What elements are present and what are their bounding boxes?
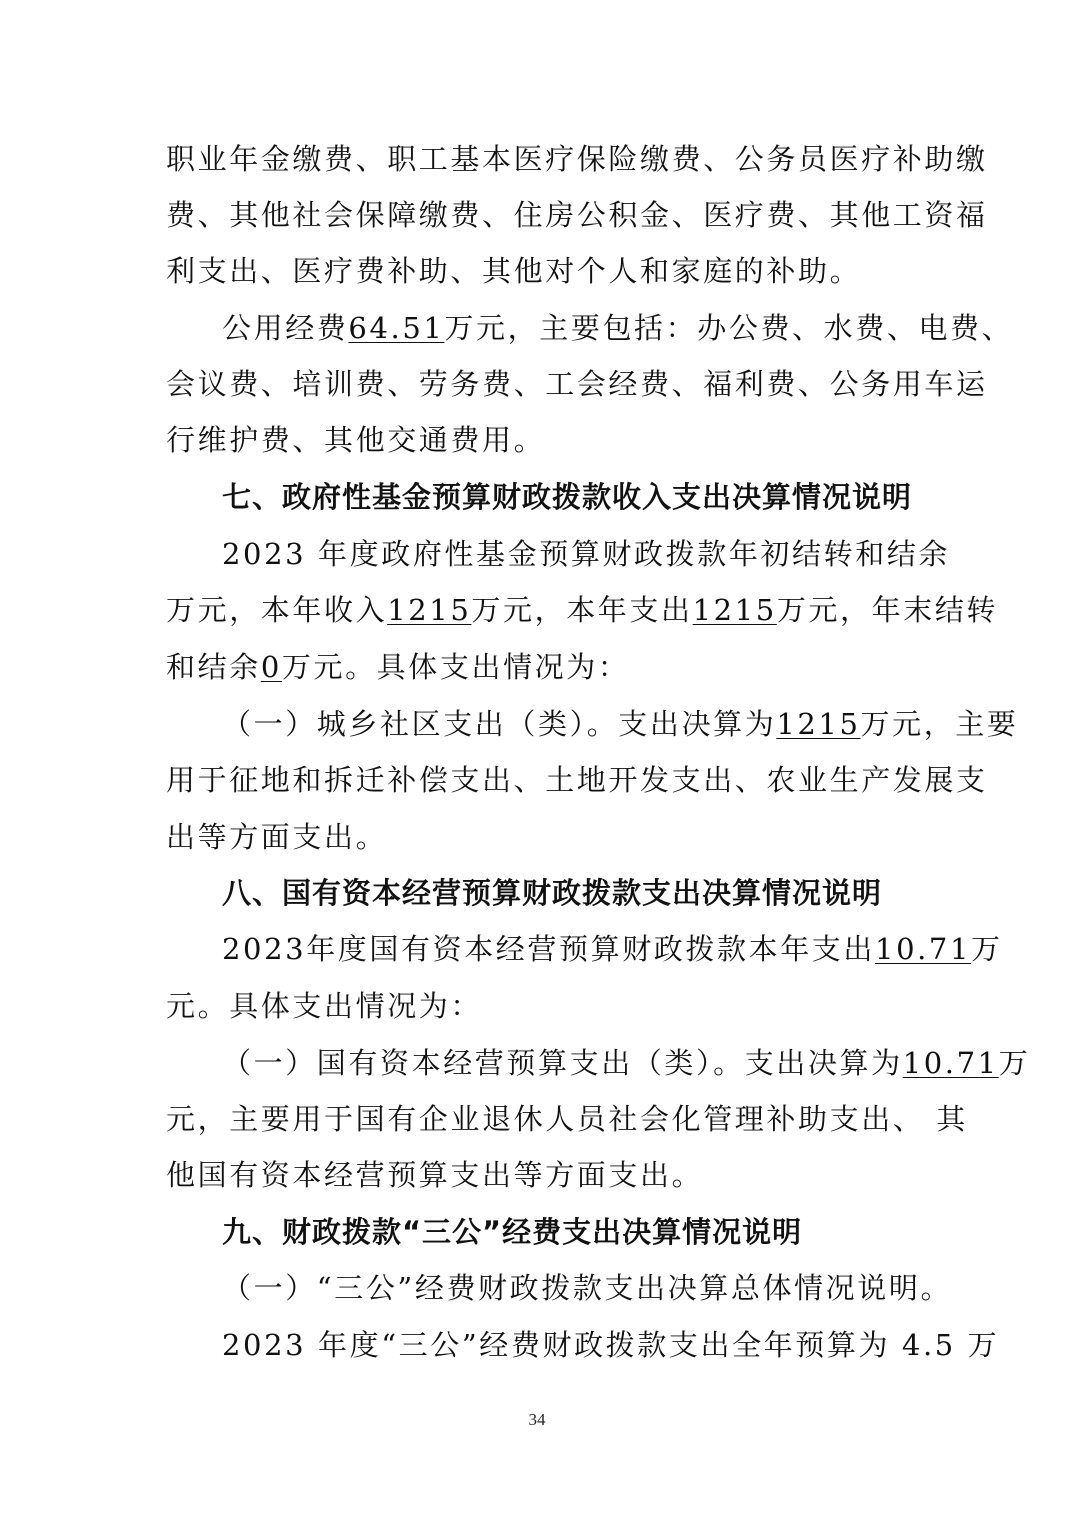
- text-run: 利支出、医疗费补助、其他对个人和家庭的补助。: [166, 254, 862, 288]
- text-run: 2023 年度政府性基金预算财政拨款年初结转和结余: [222, 537, 951, 571]
- body-line: [166, 986, 914, 1026]
- body-line: [166, 647, 914, 687]
- text-run: 2023 年度“三公”经费财政拨款支出全年预算为 4.5 万: [222, 1328, 1000, 1362]
- body-line: [166, 364, 988, 404]
- heading-text: 九、财政拨款“三公”经费支出决算情况说明: [222, 1215, 803, 1249]
- body-line: [166, 760, 988, 800]
- body-line: [166, 139, 988, 179]
- text-run: 出等方面支出。: [166, 820, 388, 854]
- text-run: 万元，主要: [860, 707, 1019, 741]
- text-run: 万元，年末结转: [776, 593, 999, 627]
- text-run: 万元，主要包括：办公费、水费、电费、: [444, 311, 1014, 345]
- amount-value: 64.51: [348, 311, 445, 345]
- body-line: [222, 308, 1014, 348]
- text-run: 公用经费: [222, 311, 349, 345]
- text-run: 他国有资本经营预算支出等方面支出。: [166, 1158, 704, 1192]
- body-line: [166, 420, 914, 460]
- text-run: 职业年金缴费、职工基本医疗保险缴费、公务员医疗补助缴: [166, 142, 988, 176]
- text-run: （一）城乡社区支出（类）。支出决算为: [222, 707, 777, 741]
- text-run: 费、其他社会保障缴费、住房公积金、医疗费、其他工资福: [166, 198, 988, 232]
- amount-value: 1215: [776, 707, 861, 741]
- text-run: 万元。具体支出情况为：: [281, 650, 630, 684]
- body-line: [222, 1325, 1000, 1365]
- body-line: [166, 251, 914, 291]
- body-line: [166, 1099, 968, 1139]
- body-line: [166, 817, 914, 857]
- subsection-heading: [222, 1268, 953, 1308]
- body-line: [222, 1043, 1031, 1083]
- text-run: 行维护费、其他交通费用。: [166, 423, 546, 457]
- section-heading: [222, 477, 914, 517]
- text-run: 元，主要用于国有企业退休人员社会化管理补助支出、 其: [166, 1102, 968, 1136]
- amount-value: 1215: [387, 593, 472, 627]
- text-run: 万元，本年收入: [166, 593, 388, 627]
- text-run: 元。具体支出情况为：: [166, 989, 483, 1023]
- page-number: 34: [528, 1410, 546, 1429]
- body-line: [222, 929, 1003, 969]
- amount-value: 10.71: [875, 932, 972, 966]
- body-line: [222, 704, 1019, 744]
- section-heading: [222, 1212, 914, 1252]
- amount-value: 0: [260, 650, 282, 684]
- text-run: 万: [998, 1046, 1031, 1080]
- body-line: [166, 590, 999, 630]
- text-run: （一）“三公”经费财政拨款支出决算总体情况说明。: [222, 1271, 953, 1305]
- body-line: [222, 534, 951, 574]
- body-line: [166, 1155, 914, 1195]
- body-line: [166, 195, 988, 235]
- amount-value: 10.71: [902, 1046, 999, 1080]
- heading-text: 八、国有资本经营预算财政拨款支出决算情况说明: [222, 876, 883, 910]
- text-run: 2023年度国有资本经营预算财政拨款本年支出: [222, 932, 876, 966]
- text-run: 用于征地和拆迁补偿支出、土地开发支出、农业生产发展支: [166, 763, 988, 797]
- heading-text: 七、政府性基金预算财政拨款收入支出决算情况说明: [222, 480, 913, 514]
- text-run: 和结余: [166, 650, 261, 684]
- text-run: （一）国有资本经营预算支出（类）。支出决算为: [222, 1046, 903, 1080]
- section-heading: [222, 873, 914, 913]
- amount-value: 1215: [692, 593, 777, 627]
- text-run: 万: [971, 932, 1003, 966]
- text-run: 会议费、培训费、劳务费、工会经费、福利费、公务用车运: [166, 367, 988, 401]
- text-run: 万元，本年支出: [471, 593, 693, 627]
